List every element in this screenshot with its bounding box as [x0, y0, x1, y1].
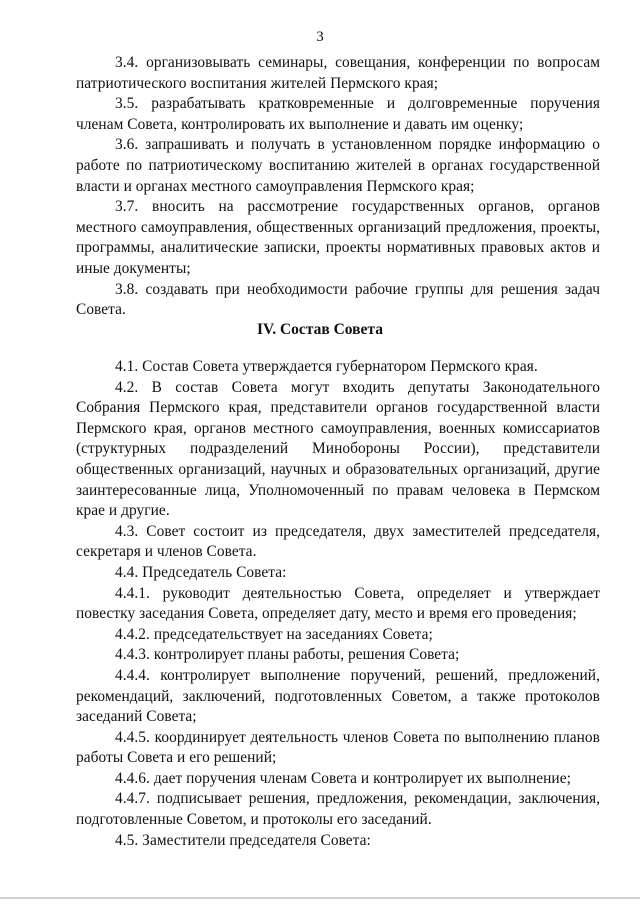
paragraph-4-4-1: 4.4.1. руководит деятельностью Совета, определяет и утверждает повестку заседания Совета, определяет дату, место и время его проведения;: [76, 584, 600, 623]
paragraph-4-4-6: 4.4.6. дает поручения членам Совета и контролирует их выполнение;: [115, 769, 571, 787]
paragraph-3-4: 3.4. организовывать семинары, совещания, конференции по вопросам патриотического воспитания жителей Пермского края;: [76, 54, 600, 92]
section-heading: IV. Состав Совета: [257, 321, 383, 338]
paragraph-4-2: 4.2. В состав Совета могут входить депутаты Законодательного Собрания Пермского края, представители органов государственной власти Пермского края, органов местного самоуправления, военных комиссариатов (структурных подразделений Минобороны России), представители общественных организаций, научных и образовательных организаций, другие заинтересованные лица, Уполномоченный по правам человека в Пермском крае и другие.: [76, 378, 600, 520]
paragraph-4-4-7: 4.4.7. подписывает решения, предложения, рекомендации, заключения, подготовленные Советом, и протоколы его заседаний.: [76, 790, 600, 829]
paragraph-4-4-2: 4.4.2. председательствует на заседаниях Совета;: [115, 625, 433, 643]
paragraph-4-4-3: 4.4.3. контролирует планы работы, решения Совета;: [115, 646, 460, 664]
paragraph-4-1: 4.1. Состав Совета утверждается губернатором Пермского края.: [115, 358, 538, 375]
paragraph-3-7: 3.7. вносить на рассмотрение государственных органов, органов местного самоуправления, общественных организаций предложения, проекты, программы, аналитические записки, проекты нормативных правовых актов и иные документы;: [76, 198, 600, 277]
paragraph-3-5: 3.5. разрабатывать кратковременные и долговременные поручения членам Совета, контролировать их выполнение и давать им оценку;: [76, 95, 600, 133]
paragraph-4-3: 4.3. Совет состоит из председателя, двух заместителей председателя, секретаря и членов Совета.: [76, 522, 600, 561]
section-composition: [76, 357, 600, 851]
section-powers-continued: [76, 53, 600, 321]
paragraph-4-5: 4.5. Заместители председателя Совета:: [115, 831, 371, 849]
paragraph-3-6: 3.6. запрашивать и получать в установленном порядке информацию о работе по патриотическому воспитанию жителей в органах государственной власти и органах местного самоуправления Пермского края;: [76, 136, 600, 195]
paragraph-4-4: 4.4. Председатель Совета:: [115, 563, 287, 581]
scan-edge-divider: [0, 897, 640, 899]
paragraph-4-4-4: 4.4.4. контролирует выполнение поручений, решений, предложений, рекомендаций, заключений, подготовленных Советом, а также протоколов заседаний Совета;: [76, 666, 600, 726]
paragraph-3-8: 3.8. создавать при необходимости рабочие группы для решения задач Совета.: [76, 280, 600, 319]
paragraph-4-4-5: 4.4.5. координирует деятельность членов Совета по выполнению планов работы Совета и его решений;: [76, 728, 600, 767]
page-number: 3: [316, 29, 324, 45]
